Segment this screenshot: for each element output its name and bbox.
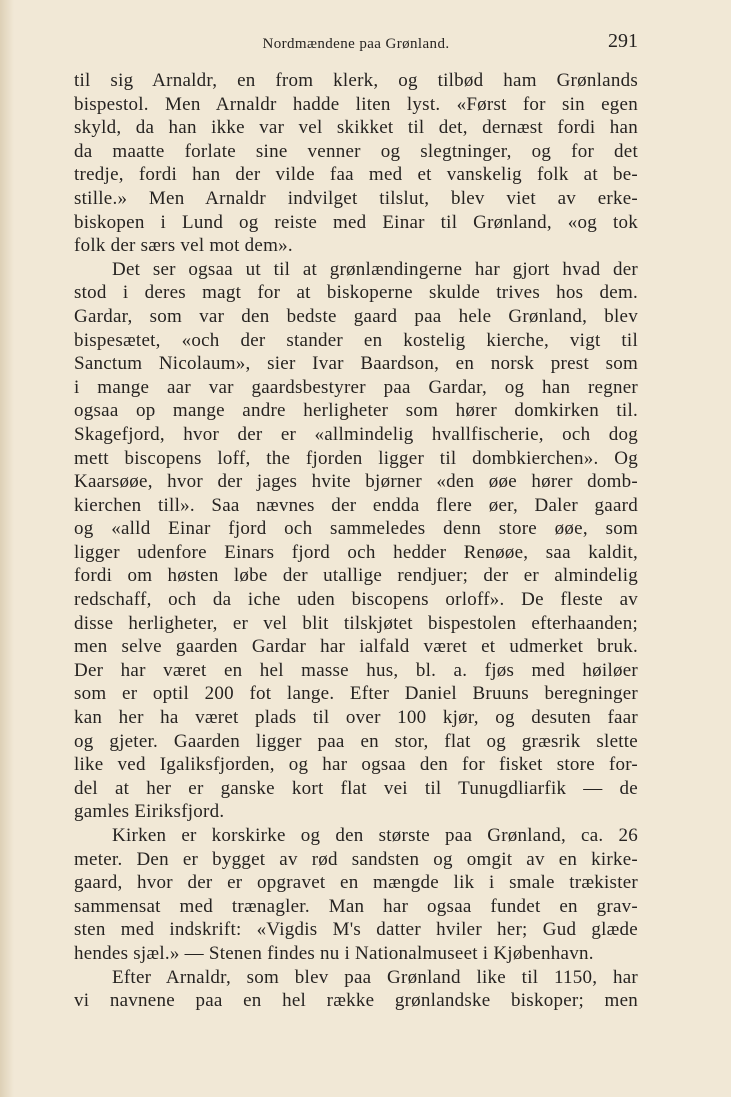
text-line: stille.» Men Arnaldr indvilget tilslut, blev viet av erke- [74,187,638,209]
text-line: redschaff, och da iche uden biscopens orloff». De fleste av [74,589,638,611]
text-line: som er optil 200 fot lange. Efter Daniel Bruuns beregninger [74,683,638,705]
text-line: folk der særs vel mot dem». [74,235,293,257]
text-line: ligger udenfore Einars fjord och hedder Renøøe, saa kaldit, [74,541,638,563]
text-line: sammensat med trænagler. Man har ogsaa fundet en grav- [74,895,638,917]
text-line: kierchen till». Saa nævnes der endda flere øer, Daler gaard [74,494,638,516]
text-line: biskopen i Lund og reiste med Einar til Grønland, «og tok [74,211,638,233]
text-line: men selve gaarden Gardar har ialfald været et udmerket bruk. [74,636,638,658]
text-line: vi navnene paa en hel række grønlandske biskoper; men [74,990,638,1012]
text-line: Sanctum Nicolaum», sier Ivar Baardson, en norsk prest som [74,353,638,375]
paragraph-start-line: Det ser ogsaa ut til at grønlændingerne har gjort hvad der [112,258,638,280]
text-line: Skagefjord, hvor der er «allmindelig hvallfischerie, och dog [74,423,638,445]
page-header [74,30,638,60]
text-line: bispesætet, «och der stander en kostelig kierche, vigt til [74,329,638,351]
text-line: ogsaa op mange andre herligheter som hører domkirken til. [74,400,638,422]
text-line: stod i deres magt for at biskoperne skulde trives hos dem. [74,282,638,304]
text-line: like ved Igaliksfjorden, og har ogsaa den for fisket store for- [74,754,638,776]
text-line: hendes sjæl.» — Stenen findes nu i Nationalmuseet i Kjøbenhavn. [74,942,594,964]
text-line: da maatte forlate sine venner og slegtninger, og for det [74,140,638,162]
text-line: Kaarsøøe, hvor der jages hvite bjørner «den øøe hører domb- [74,471,638,493]
text-line: og gjeter. Gaarden ligger paa en stor, flat og græsrik slette [74,730,638,752]
text-line: til sig Arnaldr, en from klerk, og tilbød ham Grønlands [74,70,638,91]
text-line: Gardar, som var den bedste gaard paa hele Grønland, blev [74,305,638,327]
text-line: fordi om høsten løbe der utallige rendjuer; der er almindelig [74,565,638,587]
text-line: Der har været en hel masse hus, bl. a. fjøs med høiløer [74,659,638,681]
text-line: meter. Den er bygget av rød sandsten og omgit av en kirke- [74,848,638,870]
text-line: mett biscopens loff, the fjorden ligger til dombkierchen». Og [74,447,638,469]
text-line: bispestol. Men Arnaldr hadde liten lyst. «Først for sin egen [74,93,638,115]
text-line: tredje, fordi han der vilde faa med et vanskelig folk at be- [74,164,638,186]
page-number: 291 [608,30,638,52]
text-line: skyld, da han ikke var vel skikket til det, dernæst fordi han [74,117,638,139]
page-gutter-shadow [0,0,14,1097]
body-text [74,69,638,1013]
text-line: disse herligheter, er vel blit tilskjøtet bispestolen efterhaanden; [74,612,638,634]
text-line: i mange aar var gaardsbestyrer paa Gardar, og han regner [74,376,638,398]
running-title: Nordmændene paa Grønland. [262,36,450,52]
text-line: sten med indskrift: «Vigdis M's datter hviler her; Gud glæde [74,919,638,941]
text-line: og «alld Einar fjord och sammeledes denn store øøe, som [74,518,638,540]
paragraph-start-line: Efter Arnaldr, som blev paa Grønland like til 1150, har [112,966,638,988]
text-line: del at her er ganske kort flat vei til Tunugdliarfik — de [74,777,638,799]
paragraph-start-line: Kirken er korskirke og den største paa Grønland, ca. 26 [112,825,638,846]
text-line: kan her ha været plads til over 100 kjør, og desuten faar [74,707,638,729]
text-line: gamles Eiriksfjord. [74,801,225,823]
text-line: gaard, hvor der er opgravet en mængde lik i smale trækister [74,872,638,894]
